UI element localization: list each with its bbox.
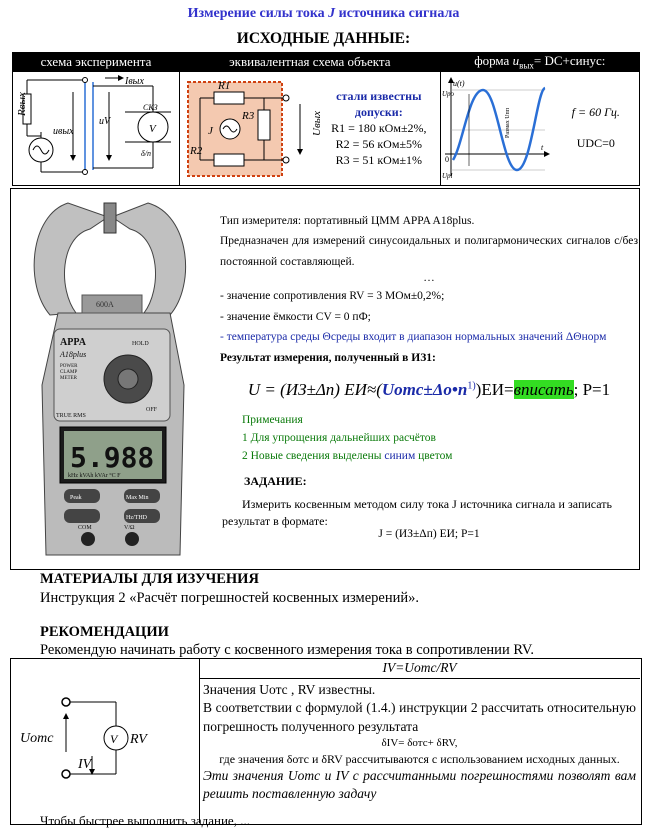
clamp-meter-image [20, 195, 208, 565]
page-title: Измерение силы тока J источника сигнала [187, 6, 460, 21]
r3-value: R3 = 51 кОм±1% [335, 153, 423, 168]
device-description [220, 211, 638, 368]
power-label: POWER [60, 364, 78, 369]
com-label: COM [78, 525, 92, 531]
error-explanation: где значения δотс и δRV рассчитываются с использованием исходных данных. [219, 751, 620, 766]
r2-value: R2 = 56 кОм±5% [335, 137, 423, 152]
known-values: Значения Uотс , RV известны. [203, 682, 376, 698]
result-heading: Результат измерения, полученный в ИЗ1: [220, 351, 436, 364]
udc-value: UDC=0 [576, 136, 615, 151]
schema1-v-label: V [149, 122, 156, 135]
maxmin-button-label: Max Min [126, 495, 149, 501]
schema1-szk-label: СКЗ [143, 102, 158, 112]
vohm-label: V/Ω [124, 525, 135, 531]
materials-text: Инструкция 2 «Расчёт погрешностей косвенных измерений». [40, 590, 420, 606]
brand-label: APPA [60, 337, 86, 348]
task-formula: J = (ИЗ±Δп) ЕИ; P=1 [378, 528, 480, 540]
circuit-v-label: V [110, 732, 118, 746]
schema1-u-label: uвых [53, 125, 74, 137]
schema2-r3-label: R3 [242, 110, 255, 123]
notes [242, 412, 452, 465]
resistance-value: - значение сопротивления RV = 3 МОм±0,2%; [220, 290, 445, 303]
schema1-i-label: Iвых [125, 75, 144, 87]
recommend-instructions [199, 658, 640, 805]
wave-ctr-label: Размах Uпп [504, 108, 511, 139]
section-title-initial-data: ИСХОДНЫЕ ДАННЫЕ: [236, 30, 411, 47]
wave-zero-label: 0 [444, 155, 449, 165]
equivalent-circuit-diagram [180, 74, 323, 182]
col-header-waveform: форма $u_{вых}=$ DC+синус: [440, 53, 639, 72]
cut-off-text: Чтобы быстрее выполнить задание, ... [40, 813, 250, 828]
device-type: Тип измерителя: портативный ЦММ APPA A18plus. [220, 215, 475, 227]
fill-in-field[interactable]: вписать [513, 380, 574, 399]
r1-value: R1 = 180 кОм±2%, [331, 121, 427, 135]
off-label: OFF [146, 407, 158, 413]
hz-button-label: Hz/THD [126, 515, 147, 521]
schema2-r1-label: R1 [218, 80, 231, 93]
recommend-heading: РЕКОМЕНДАЦИИ [40, 624, 169, 640]
frequency-value: f = 60 Гц. [571, 104, 620, 119]
experiment-circuit-diagram [13, 72, 179, 180]
lcd-reading: 5.988 [70, 441, 155, 474]
note-1: 1 Для упрощения дальнейших расчётов [242, 431, 436, 444]
truerms-label: TRUE RMS [56, 413, 86, 419]
recommend-circuit [18, 690, 188, 795]
col-header-equivalent: эквивалентная схема объекта [180, 53, 441, 72]
schema2-u-label: Uвых [311, 111, 323, 137]
task-text: Измерить косвенным методом силу тока J источника сигнала и записать результат в формате: [222, 497, 612, 529]
lcd-units: kHz kVAh kVAr °C F [68, 473, 121, 479]
equivalent-schema-cell [180, 71, 441, 185]
schema1-sub-label: δ/п [141, 148, 151, 158]
recommend-circuit-diagram [18, 690, 188, 790]
recommend-text: Рекомендую начинать работу с косвенного измерения тока в сопротивлении RV. [40, 642, 535, 658]
final-note: Эти значения Uотс и IV с рассчитанными погрешностями позволят вам решить поставленную задачу [203, 767, 636, 802]
schema1-uv-label: uV [99, 115, 111, 127]
hold-button[interactable]: HOLD [132, 341, 149, 347]
ellipsis: … [423, 272, 435, 285]
experiment-schema-cell [13, 71, 180, 185]
task-heading: ЗАДАНИЕ: [244, 474, 307, 488]
current-formula: IV=Uотс/RV [199, 658, 640, 679]
circuit-i-label: IV [78, 757, 92, 772]
wave-t-label: t [540, 143, 543, 153]
waveform-cell [440, 71, 639, 185]
wave-u-label: u(t) [452, 79, 465, 89]
col-header-experiment: схема эксперимента [13, 53, 180, 72]
initial-data-table [12, 52, 640, 186]
range-button[interactable] [64, 509, 100, 523]
instruction-text: В соответствии с формулой (1.4.) инструкции 2 рассчитать относительную погрешность полученного результата [203, 700, 636, 734]
note-2: 2 Новые сведения выделены синим цветом [242, 449, 453, 462]
wave-ybot-label: Upl [441, 172, 453, 181]
clamp-meter-drawing [20, 195, 208, 565]
schema1-r-label: Rвых [16, 91, 28, 116]
clamp-label: CLAMP [60, 370, 78, 375]
device-purpose: Предназначен для измерений синусоидальных и полигармонических сигналов с/без постоянной составляющей. [220, 235, 638, 268]
capacitance-value: - значение ёмкости CV = 0 пФ; [220, 310, 371, 323]
peak-button-label: Peak [70, 495, 82, 501]
waveform-plot [441, 74, 553, 182]
temperature-note: - температура среды Θсреды входит в диапазон нормальных значений ΔΘнорм [220, 331, 607, 344]
known-tolerances-title: стали известны допуски: [336, 88, 422, 119]
notes-heading: Примечания [242, 414, 303, 426]
result-formula: U = (ИЗ±Δп) $ЕИ\approx(Uотс\pm\Delta о•п^{1)})ЕИ=вписать$; P=1 [247, 380, 611, 399]
jaw-label: 600A [96, 300, 114, 309]
meter-label: METER [60, 376, 77, 381]
model-label: A18plus [60, 350, 87, 359]
waveform-curve [453, 88, 545, 170]
schema2-r2-label: R2 [190, 145, 203, 158]
error-formula: δIV= δотс+ δRV, [381, 736, 458, 749]
wave-ytop-label: Upo [441, 90, 454, 99]
circuit-r-label: RV [130, 732, 147, 747]
schema2-j-label: J [208, 125, 213, 138]
materials-heading: МАТЕРИАЛЫ ДЛЯ ИЗУЧЕНИЯ [40, 571, 259, 587]
com-jack[interactable] [81, 532, 95, 546]
v-ohm-jack[interactable] [125, 532, 139, 546]
circuit-u-label: Uотс [20, 731, 54, 746]
